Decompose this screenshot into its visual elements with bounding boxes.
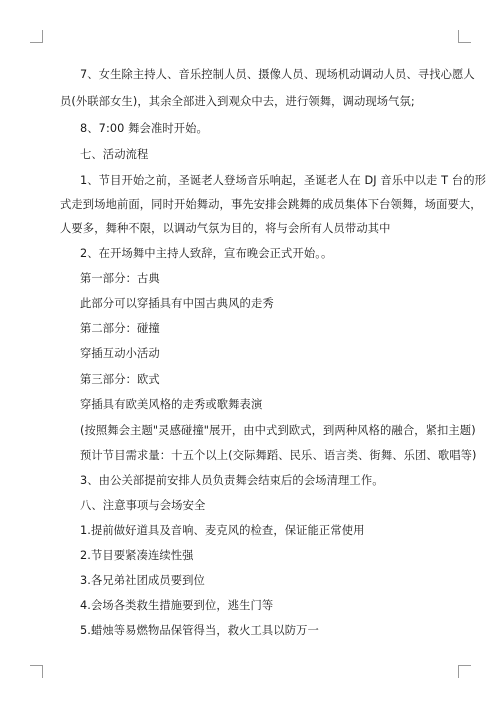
section-heading: 七、活动流程 [80,148,149,161]
paragraph-line: 式走到场地前面，同时开始舞动，事先安排会跳舞的成员集体下台领舞，场面要大， [60,198,482,211]
crop-mark-bottom-right [458,665,471,678]
list-item: 1.提前做好道具及音响、麦克风的检查，保证能正常使用 [80,524,365,537]
paragraph-line: 1、节目开始之前，圣诞老人登场音乐响起，圣诞老人在 DJ 音乐中以走 T 台的形 [80,174,486,187]
list-item: 2.节目要紧凑连续性强 [80,549,194,562]
part-heading: 第一部分：古典 [80,272,160,285]
crop-mark-top-left [30,30,43,43]
section-heading: 八、注意事项与会场安全 [80,499,206,512]
paragraph-line: 此部分可以穿插具有中国古典风的走秀 [80,297,274,310]
paragraph-line: (按照舞会主题"灵感碰撞"展开，由中式到欧式，到两种风格的融合，紧扣主题) [80,424,476,437]
list-item: 5.蜡烛等易燃物品保管得当，救火工具以防万一 [80,624,319,637]
paragraph-line: 预计节目需求量：十五个以上(交际舞蹈、民乐、语言类、街舞、乐团、歌唱等) [80,449,477,462]
paragraph-line: 2、在开场舞中主持人致辞，宣布晚会正式开始。。 [80,247,333,260]
part-heading: 第二部分：碰撞 [80,322,160,335]
paragraph-line: 穿插具有欧美风格的走秀或歌舞表演 [80,398,263,411]
paragraph-line: 人要多，舞种不限，以调动气氛为目的，将与会所有人员带动其中 [60,222,391,235]
paragraph-line: 8、7:00 舞会准时开始。 [80,122,208,135]
paragraph-line: 员(外联部女生)，其余全部进入到观众中去，进行领舞，调动现场气氛; [60,95,415,108]
paragraph-line: 7、女生除主持人、音乐控制人员、摄像人员、现场机动调动人员、寻找心愿人 [80,68,475,81]
list-item: 3.各兄弟社团成员要到位 [80,574,205,587]
paragraph-line: 3、由公关部提前安排人员负责舞会结束后的会场清理工作。 [80,474,384,487]
crop-mark-top-right [458,30,471,43]
list-item: 4.会场各类救生措施要到位，逃生门等 [80,599,274,612]
paragraph-line: 穿插互动小活动 [80,347,160,360]
crop-mark-bottom-left [30,665,43,678]
part-heading: 第三部分：欧式 [80,373,160,386]
